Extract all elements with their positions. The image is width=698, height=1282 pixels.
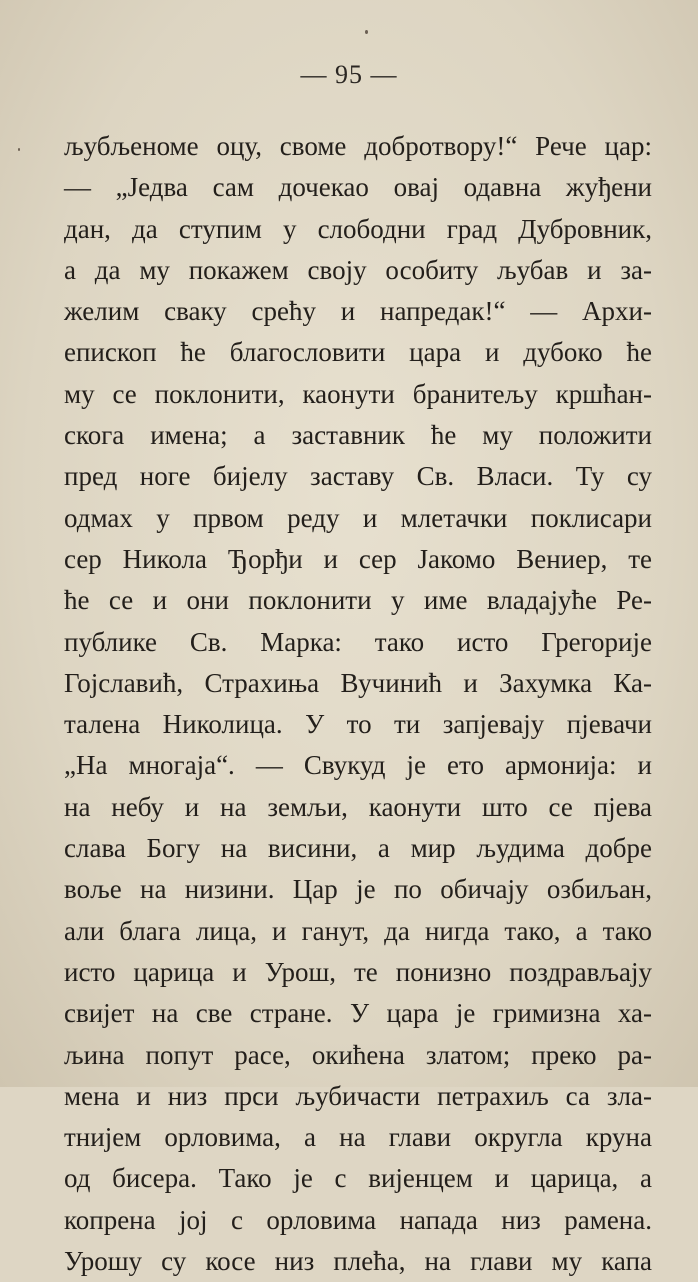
text-line: желим сваку срећу и напредак!“ — Архи-	[64, 296, 652, 327]
text-line: сер Никола Ђорђи и сер Јакомо Вениер, те	[64, 543, 652, 574]
text-line: талена Николица. У то ти запјевају пјевачи	[64, 709, 652, 740]
text-line: ће се и они поклонити у име владајуће Ре-	[64, 585, 652, 616]
text-line: пред ноге бијелу заставу Св. Власи. Ту су	[64, 461, 652, 492]
text-line: копрена јој с орловима напада низ рамена.	[64, 1204, 652, 1235]
text-line: свијет на све стране. У цара је гримизна ха-	[64, 998, 652, 1029]
body-text	[64, 126, 652, 1282]
page-number: — 95 —	[300, 60, 398, 89]
text-line: Урошу су косе низ плећа, на глави му капа	[64, 1246, 652, 1277]
text-line: Гојславић, Страхиња Вучинић и Захумка Ка-	[64, 667, 652, 698]
text-line: воље на низини. Цар је по обичају озбиљан,	[64, 874, 652, 905]
text-line: „На многаја“. — Свукуд је ето армонија: и	[64, 750, 652, 781]
text-line: љубљеноме оцу, своме добротвору!“ Рече цар:	[64, 131, 652, 161]
ink-speck	[18, 148, 20, 151]
text-line: епископ ће благословити цара и дубоко ће	[64, 337, 652, 368]
text-line: скога имена; а заставник ће му положити	[64, 420, 652, 451]
text-line: мена и низ прси љубичасти петрахиљ са зла-	[64, 1080, 652, 1111]
text-line: тнијем орловима, а на глави округла круна	[64, 1122, 652, 1153]
text-line: слава Богу на висини, а мир људима добре	[64, 833, 652, 864]
text-line: од бисера. Тако је с вијенцем и царица, а	[64, 1163, 652, 1194]
text-line: — „Једва сам дочекао овај одавна жуђени	[64, 172, 652, 203]
text-line: му се поклонити, каонути бранитељу кршћан-	[64, 378, 652, 409]
ink-speck	[365, 30, 368, 34]
text-line: исто царица и Урош, те понизно поздрављају	[64, 956, 652, 987]
text-line: љина попут расе, окићена златом; преко ра-	[64, 1039, 652, 1070]
text-line: на небу и на земљи, каонути што се пјева	[64, 791, 652, 822]
text-line: одмах у првом реду и млетачки поклисари	[64, 502, 652, 533]
text-line: али блага лица, и ганут, да нигда тако, а тако	[64, 915, 652, 946]
text-line: а да му покажем своју особиту љубав и за-	[64, 254, 652, 285]
text-line: дан, да ступим у слободни град Дубровник,	[64, 213, 652, 244]
text-line: публике Св. Марка: тако исто Грегорије	[64, 626, 652, 657]
